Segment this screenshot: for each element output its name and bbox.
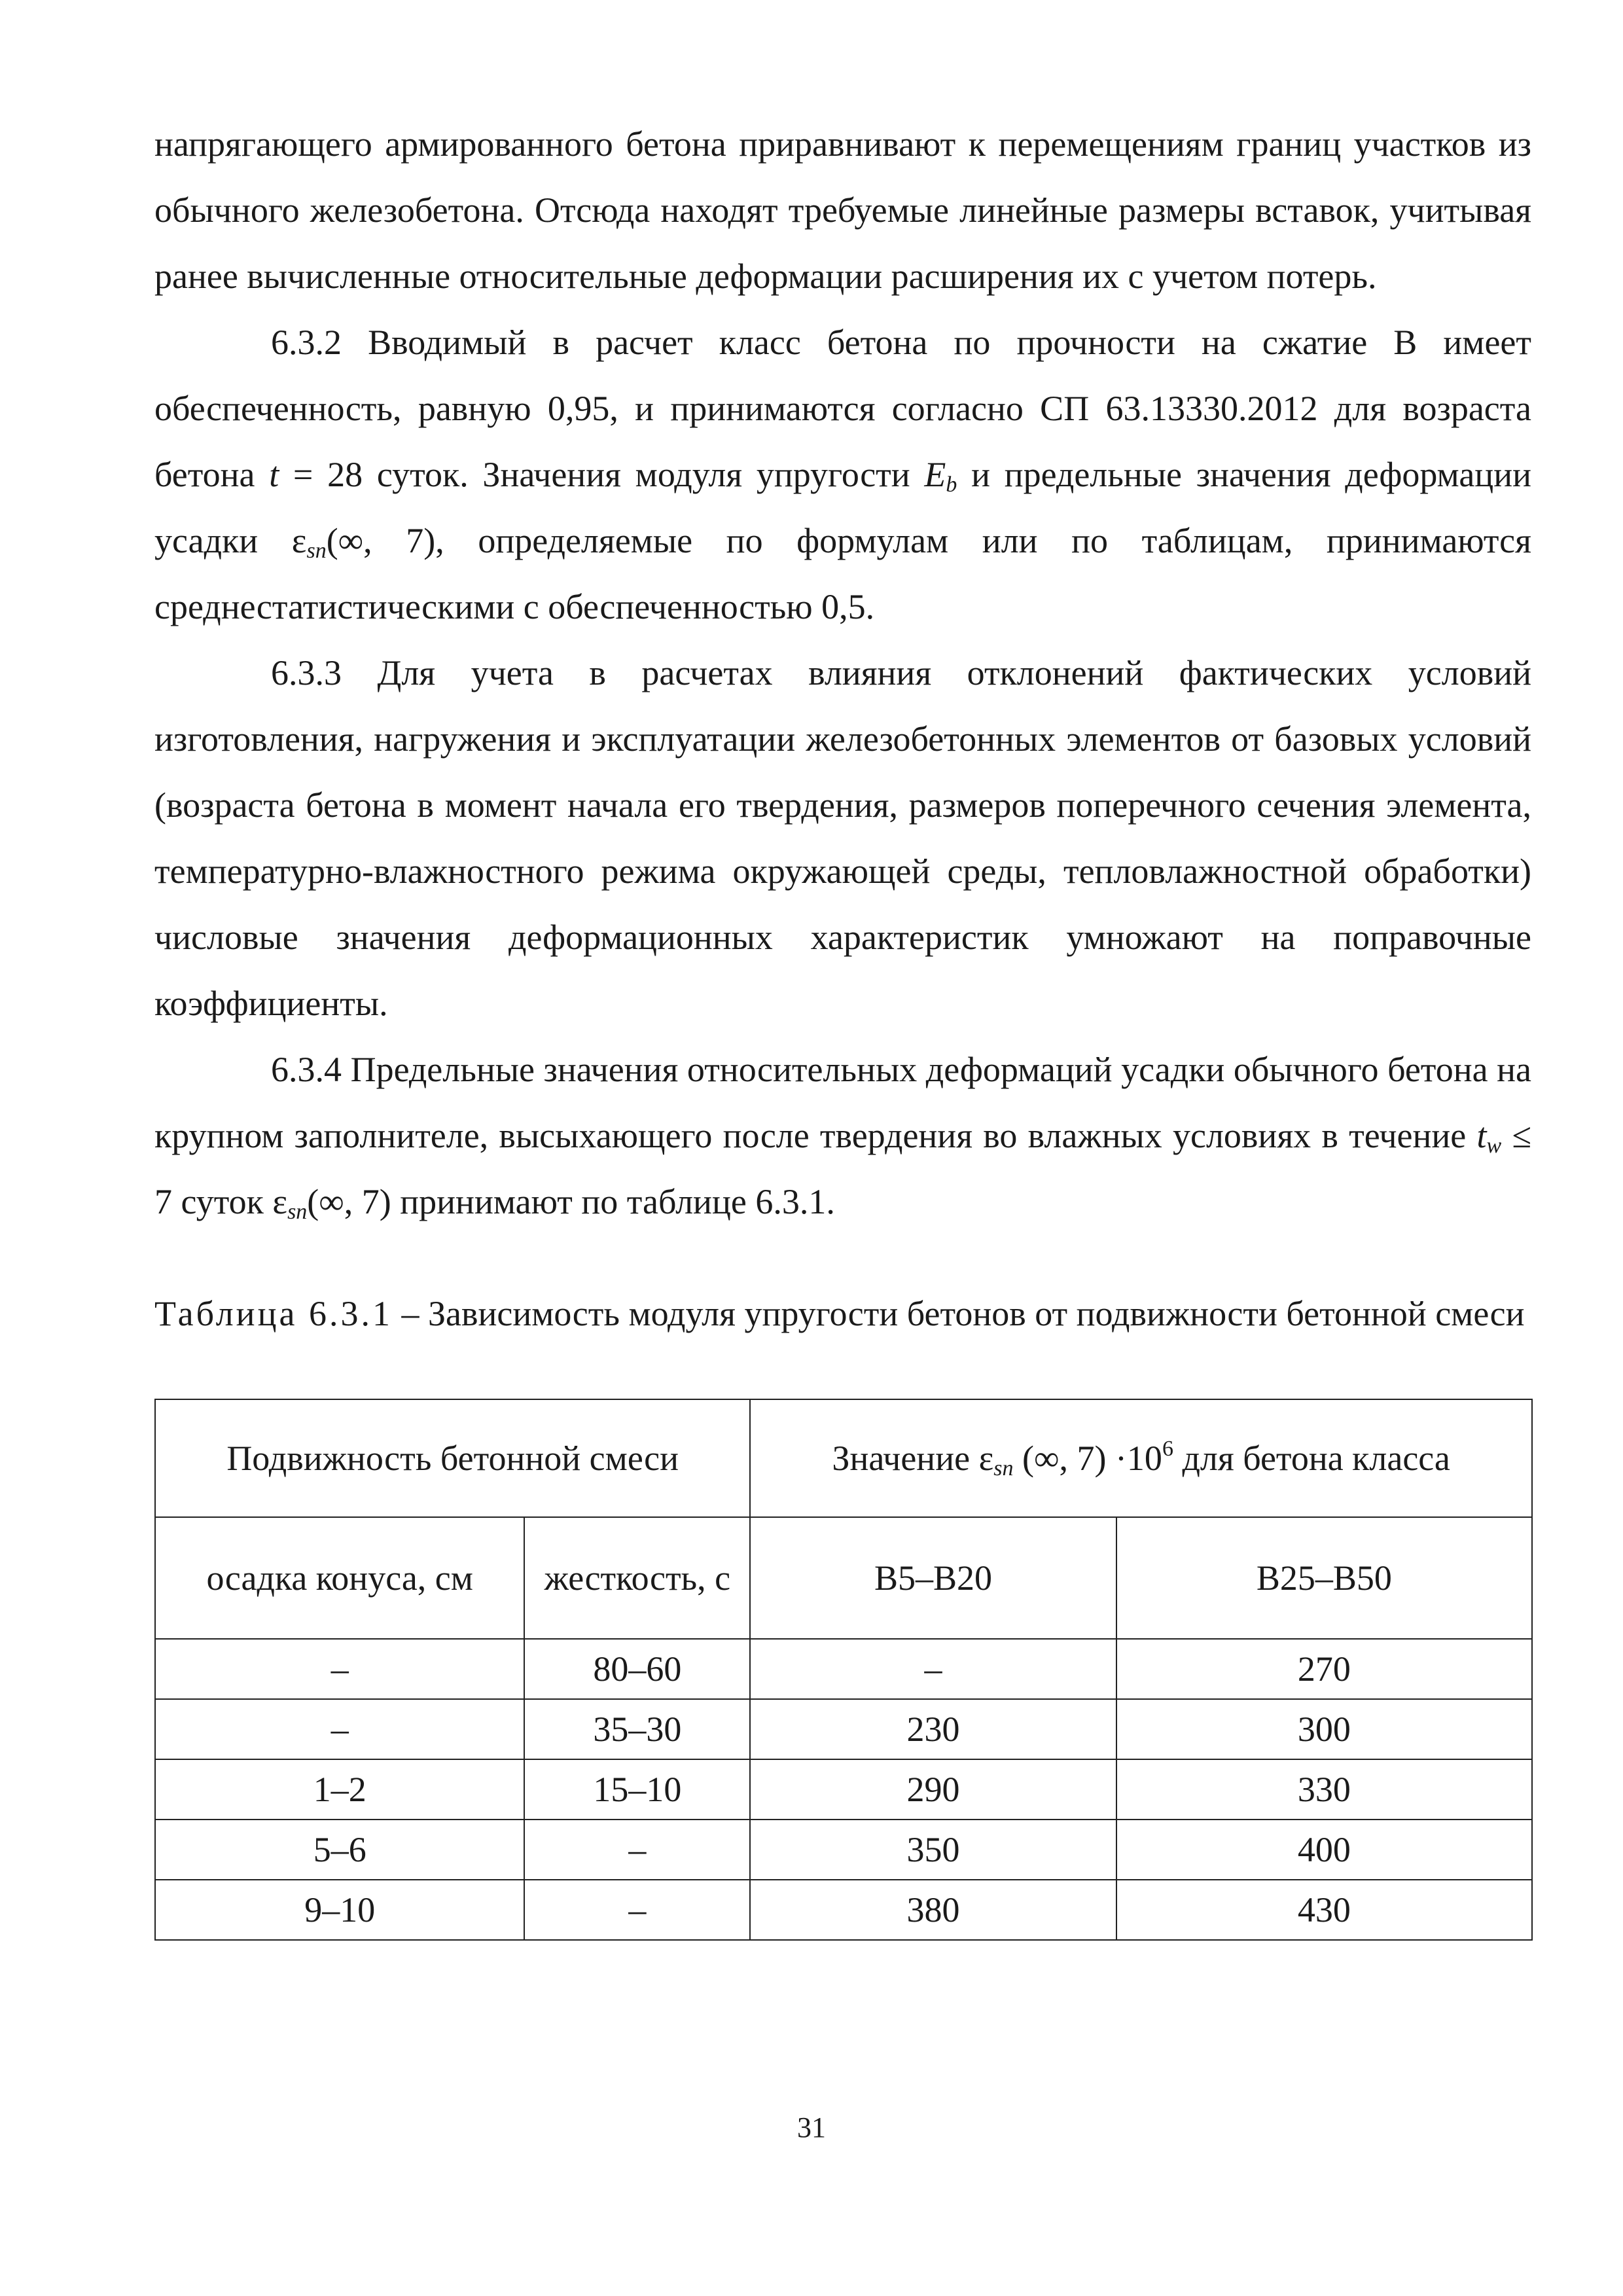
- table-cell: 80–60: [524, 1639, 750, 1699]
- table-group-header-row: [155, 1399, 1532, 1517]
- col-header-slump: осадка конуса, см: [155, 1517, 524, 1639]
- paragraph-6-3-2: 6.3.2 Вводимый в расчет класс бетона по прочности на сжатие В имеет обеспеченность, равную 0,95, и принимаются согласно СП 63.13330.2012 для возраста бетона t = 28 суток. Значения модуля упругости $E_b$ и предельные значения деформации усадки $\varepsilon_{sn}(\infty$, 7), определяемые по формулам или по таблицам, принимаются среднестатистическими с обеспеченностью 0,5.: [154, 323, 1531, 626]
- col-header-b25-b50: В25–В50: [1116, 1517, 1532, 1639]
- table-cell: 5–6: [155, 1820, 524, 1880]
- table-cell: 300: [1116, 1699, 1532, 1759]
- table-cell: 290: [750, 1759, 1116, 1820]
- table-cell: 400: [1116, 1820, 1532, 1880]
- table-cell: 35–30: [524, 1699, 750, 1759]
- table-row: [155, 1759, 1532, 1820]
- table-cell: 350: [750, 1820, 1116, 1880]
- table-cell: 15–10: [524, 1759, 750, 1820]
- col-header-b5-b20: В5–В20: [750, 1517, 1116, 1639]
- table-cell: 330: [1116, 1759, 1532, 1820]
- table-cell: –: [155, 1639, 524, 1699]
- table-cell: –: [155, 1699, 524, 1759]
- paragraph-continuation: напрягающего армированного бетона приравнивают к перемещениям границ участков из обычного железобетона. Отсюда находят требуемые линейные размеры вставок, учитывая ранее вычисленные относительные деформации расширения их с учетом потерь.: [154, 124, 1531, 296]
- document-page: [154, 111, 1531, 1941]
- header-shrinkage-value: Значение $\varepsilon_{sn}$ (∞, $7) \cdot 10^6$ для бетона класса: [750, 1399, 1532, 1517]
- table-cell: –: [524, 1820, 750, 1880]
- table-cell: 1–2: [155, 1759, 524, 1820]
- table-caption-text: – Зависимость модуля упругости бетонов от подвижности бетонной смеси: [392, 1294, 1525, 1333]
- paragraph-6-3-3: 6.3.3 Для учета в расчетах влияния отклонений фактических условий изготовления, нагружения и эксплуатации железобетонных элементов от базовых условий (возраста бетона в момент начала его твердения, размеров поперечного сечения элемента, температурно-влажностного режима окружающей среды, тепловлажностной обработки) числовые значения деформационных характеристик умножают на поправочные коэффициенты.: [154, 653, 1531, 1023]
- table-column-header-row: [155, 1517, 1532, 1639]
- paragraph-6-3-4: 6.3.4 Предельные значения относительных деформаций усадки обычного бетона на крупном заполнителе, высыхающего после твердения во влажных условиях в течение $t_w \le 7$ суток $\varepsilon_{sn}(\infty$, 7) принимают по таблице 6.3.1.: [154, 1050, 1531, 1224]
- table-cell: 230: [750, 1699, 1116, 1759]
- table-cell: 430: [1116, 1880, 1532, 1940]
- table-cell: –: [524, 1880, 750, 1940]
- page-number: 31: [797, 2111, 826, 2144]
- table-cell: 9–10: [155, 1880, 524, 1940]
- table-cell: 380: [750, 1880, 1116, 1940]
- table-row: [155, 1639, 1532, 1699]
- header-mobility: Подвижность бетонной смеси: [155, 1399, 750, 1517]
- table-cell: 270: [1116, 1639, 1532, 1699]
- table-caption: [154, 1287, 1531, 1340]
- table-row: [155, 1880, 1532, 1940]
- table-cell: –: [750, 1639, 1116, 1699]
- table-caption-label: Таблица 6.3.1: [154, 1294, 393, 1333]
- table-row: [155, 1820, 1532, 1880]
- shrinkage-table: [154, 1399, 1533, 1941]
- table-row: [155, 1699, 1532, 1759]
- col-header-stiffness: жесткость, с: [524, 1517, 750, 1639]
